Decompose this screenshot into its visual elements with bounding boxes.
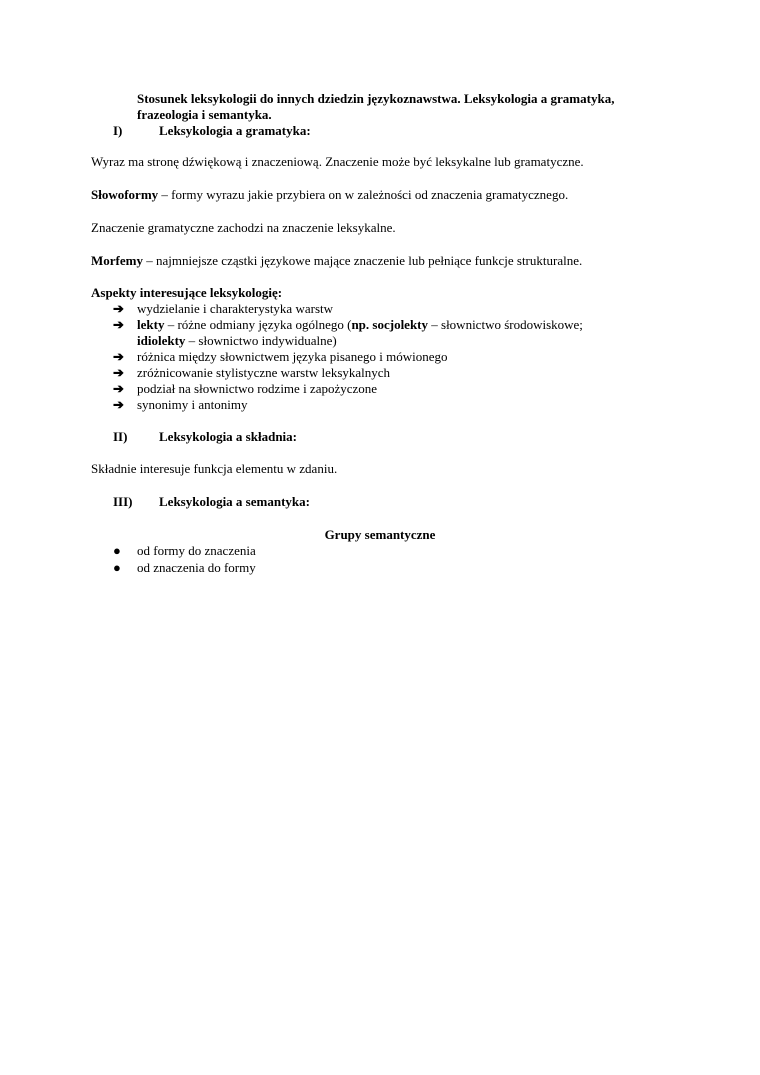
- doc-title-line1: Stosunek leksykologii do innych dziedzin językoznawstwa. Leksykologia a gramatyka,: [137, 91, 615, 106]
- aspect-item-2-rest: – słownictwo środowiskowe;: [428, 317, 583, 332]
- term-socjolekty: np. socjolekty: [351, 317, 429, 332]
- aspect-item-2-text: – różne odmiany języka ogólnego (: [164, 317, 352, 332]
- section-heading-2: Leksykologia a składnia:: [159, 429, 297, 444]
- paragraph-4: [91, 253, 582, 269]
- groups-heading: Grupy semantyczne: [324, 527, 436, 542]
- paragraph-1: Wyraz ma stronę dźwiękową i znaczeniową. Znaczenie może być leksykalne lub gramatyczne.: [91, 154, 584, 169]
- group-item-1: od formy do znaczenia: [137, 543, 256, 558]
- aspect-item-2: [137, 317, 583, 333]
- aspect-item-6: synonimy i antonimy: [137, 397, 248, 412]
- bullet-icon: ●: [113, 560, 121, 575]
- aspect-item-2b-text: – słownictwo indywidualne): [185, 333, 337, 348]
- arrow-icon: ➔: [113, 381, 124, 396]
- arrow-icon: ➔: [113, 397, 124, 412]
- aspect-item-1: wydzielanie i charakterystyka warstw: [137, 301, 334, 316]
- section-number-2: II): [113, 429, 128, 444]
- section-number-1: I): [113, 123, 123, 138]
- arrow-icon: ➔: [113, 349, 124, 364]
- term-idiolekty: idiolekty: [137, 333, 186, 348]
- section-heading-3: Leksykologia a semantyka:: [159, 494, 310, 509]
- group-item-2: od znaczenia do formy: [137, 560, 256, 575]
- doc-title-line2: frazeologia i semantyka.: [137, 107, 272, 122]
- term-morfemy: Morfemy: [91, 253, 143, 268]
- aspect-item-2-continuation: [137, 333, 337, 349]
- term-slowoformy: Słowoformy: [91, 187, 159, 202]
- arrow-icon: ➔: [113, 365, 124, 380]
- arrow-icon: ➔: [113, 301, 124, 316]
- arrow-icon: ➔: [113, 317, 124, 332]
- section-heading-1: Leksykologia a gramatyka:: [159, 123, 311, 138]
- term-lekty: lekty: [137, 317, 165, 332]
- aspects-heading: Aspekty interesujące leksykologię:: [91, 285, 283, 300]
- aspect-item-5: podział na słownictwo rodzime i zapożyczone: [137, 381, 378, 396]
- paragraph-2-text: – formy wyrazu jakie przybiera on w zależności od znaczenia gramatycznego.: [158, 187, 569, 202]
- paragraph-5: Składnie interesuje funkcja elementu w zdaniu.: [91, 461, 338, 476]
- bullet-icon: ●: [113, 543, 121, 558]
- paragraph-2: [91, 187, 568, 203]
- paragraph-4-text: – najmniejsze cząstki językowe mające znaczenie lub pełniące funkcje strukturalne.: [142, 253, 583, 268]
- aspect-item-3: różnica między słownictwem języka pisanego i mówionego: [137, 349, 448, 364]
- aspect-item-4: zróżnicowanie stylistyczne warstw leksykalnych: [137, 365, 391, 380]
- paragraph-3: Znaczenie gramatyczne zachodzi na znaczenie leksykalne.: [91, 220, 396, 235]
- section-number-3: III): [113, 494, 133, 509]
